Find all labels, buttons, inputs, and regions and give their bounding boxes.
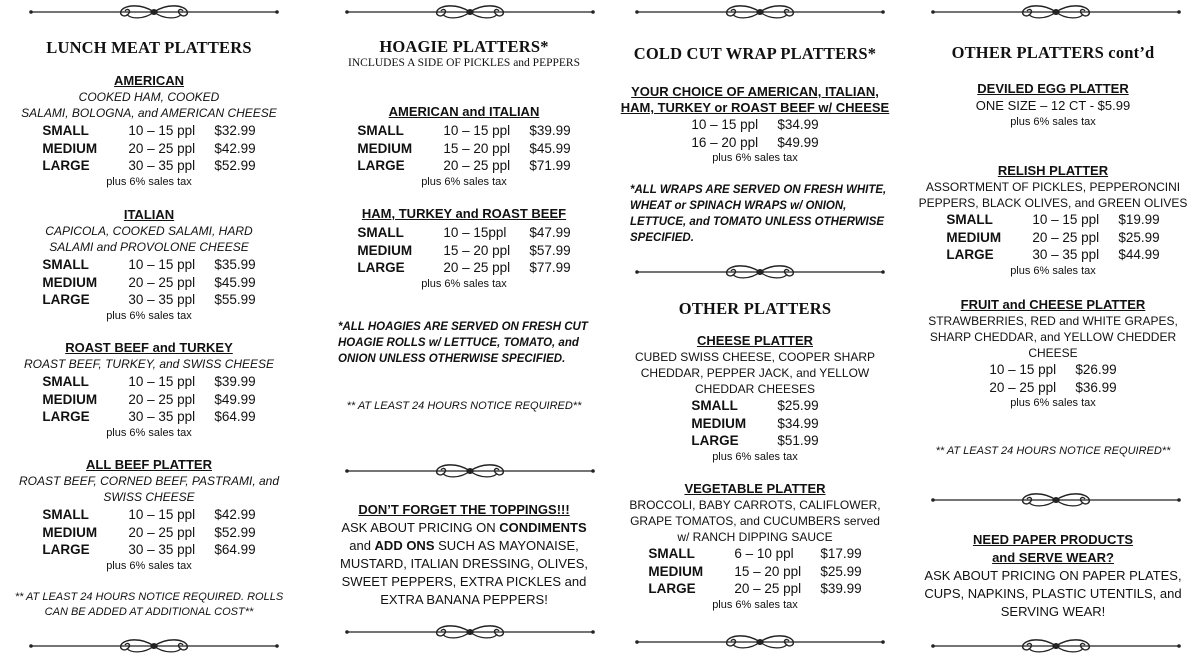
page-title: OTHER PLATTERS cont’d <box>951 43 1155 62</box>
section-relish <box>918 163 1188 279</box>
section-desc: PEPPERS, BLACK OLIVES, and GREEN OLIVES <box>918 196 1188 210</box>
price-row <box>42 256 255 274</box>
price-row <box>42 373 255 391</box>
section-desc: GRAPE TOMATOS, and CUCUMBERS served <box>630 514 880 528</box>
toppings-text: MUSTARD, ITALIAN DRESSING, OLIVES, <box>339 556 588 571</box>
size-label: LARGE <box>42 292 90 307</box>
toppings-emphasis: CONDIMENTS <box>499 520 587 535</box>
price: $44.99 <box>1118 247 1160 262</box>
tax-note: plus 6% sales tax <box>106 559 192 572</box>
price: $34.99 <box>777 415 819 431</box>
people-count: 10 – 15ppl <box>443 225 507 240</box>
section-title: VEGETABLE PLATTER <box>684 481 826 496</box>
price: $64.99 <box>214 542 256 557</box>
toppings-text: SWEET PEPPERS, EXTRA PICKLES and <box>341 574 587 589</box>
scroll-divider-icon <box>345 463 595 479</box>
price: $39.99 <box>214 374 256 389</box>
section-title: HAM, TURKEY and ROAST BEEF <box>361 206 567 221</box>
price-table <box>42 506 255 559</box>
section-ham-turkey-roast-beef <box>328 206 600 292</box>
price-table <box>357 122 570 175</box>
size-label: MEDIUM <box>42 524 98 540</box>
section-american-italian <box>328 104 600 190</box>
note-line: *ALL WRAPS ARE SERVED ON FRESH WHITE, <box>630 184 887 196</box>
size-label: LARGE <box>42 542 90 557</box>
size-label: MEDIUM <box>42 274 98 290</box>
price: $49.99 <box>214 391 256 407</box>
size-label: MEDIUM <box>42 140 98 156</box>
section-title: AMERICAN <box>113 73 185 88</box>
price-row <box>648 580 861 598</box>
toppings-text: and <box>349 538 375 553</box>
price: $25.99 <box>1118 229 1160 245</box>
price-row <box>946 246 1159 264</box>
people-count: 30 – 35 ppl <box>128 292 196 307</box>
section-desc: BROCCOLI, BABY CARROTS, CALIFLOWER, <box>629 498 881 512</box>
scroll-divider-icon <box>931 492 1181 508</box>
price-table <box>648 545 861 598</box>
section-american <box>14 73 284 190</box>
section-desc: ROAST BEEF, CORNED BEEF, PASTRAMI, and <box>18 474 280 488</box>
tax-note: plus 6% sales tax <box>106 309 192 322</box>
price: $42.99 <box>214 140 256 156</box>
paper-title: and SERVE WEAR? <box>992 550 1114 565</box>
price: $55.99 <box>214 292 256 307</box>
price-row <box>42 391 255 409</box>
size-label: SMALL <box>42 257 89 272</box>
people-count: 10 – 15 ppl <box>128 374 196 389</box>
price-row <box>357 242 570 260</box>
notice-note <box>14 590 284 620</box>
people-count: 6 – 10 ppl <box>734 546 794 561</box>
price-table <box>946 211 1159 264</box>
people-count: 10 – 15 ppl <box>691 117 759 132</box>
size-label: LARGE <box>946 247 994 262</box>
size-label: LARGE <box>357 260 405 275</box>
people-count: 10 – 15 ppl <box>989 362 1057 377</box>
section-desc: COOKED HAM, COOKED <box>78 90 220 104</box>
price: $45.99 <box>529 140 571 156</box>
tax-note: plus 6% sales tax <box>421 277 507 290</box>
toppings-text: EXTRA BANANA PEPPERS! <box>380 592 548 607</box>
paper-text: SERVING WEAR! <box>1000 604 1106 619</box>
price-row <box>357 157 570 175</box>
section-line: ONE SIZE – 12 CT - $5.99 <box>975 98 1131 113</box>
note-line: LETTUCE, and TOMATO UNLESS OTHERWISE <box>630 216 885 228</box>
price: $45.99 <box>214 274 256 290</box>
note-line: WHEAT or SPINACH WRAPS w/ ONION, <box>630 200 847 212</box>
section-desc: CHEDDAR CHEESES <box>694 382 816 396</box>
price: $19.99 <box>1118 212 1160 227</box>
section-deviled-egg <box>918 81 1188 130</box>
section-roast-beef-turkey <box>14 340 284 441</box>
notice-note: ** AT LEAST 24 HOURS NOTICE REQUIRED** <box>346 400 582 412</box>
note-line: HOAGIE ROLLS w/ LETTUCE, TOMATO, and <box>338 337 579 349</box>
price-row <box>691 116 818 134</box>
section-title: DEVILED EGG PLATTER <box>977 81 1129 96</box>
people-count: 15 – 20 ppl <box>734 563 802 579</box>
price-table <box>357 224 570 277</box>
section-desc: ROAST BEEF, TURKEY, and SWISS CHEESE <box>23 357 275 371</box>
price-row <box>357 140 570 158</box>
price-table <box>691 116 818 151</box>
notice-note: ** AT LEAST 24 HOURS NOTICE REQUIRED** <box>935 445 1171 457</box>
note-line: *ALL HOAGIES ARE SERVED ON FRESH CUT <box>338 321 588 333</box>
tax-note: plus 6% sales tax <box>1010 397 1096 409</box>
size-label: SMALL <box>357 123 404 138</box>
section-desc: CHEDDAR, PEPPER JACK, and YELLOW <box>640 366 870 380</box>
toppings-title: DON’T FORGET THE TOPPINGS!!! <box>358 502 570 517</box>
section-italian <box>14 207 284 324</box>
toppings-block <box>328 501 600 609</box>
price: $26.99 <box>1075 362 1117 377</box>
section-fruit-cheese <box>918 297 1188 411</box>
tax-note: plus 6% sales tax <box>712 450 798 463</box>
price-row <box>357 259 570 277</box>
people-count: 20 – 25 ppl <box>989 379 1057 395</box>
tax-note: plus 6% sales tax <box>421 175 507 188</box>
page-title: HOAGIE PLATTERS* <box>379 37 549 56</box>
people-count: 20 – 25 ppl <box>443 158 511 173</box>
column-lunch-meat <box>14 0 284 667</box>
section-title: AMERICAN and ITALIAN <box>388 104 540 119</box>
toppings-text: ASK ABOUT PRICING ON <box>341 520 500 535</box>
people-count: 10 – 15 ppl <box>128 257 196 272</box>
people-count: 30 – 35 ppl <box>128 542 196 557</box>
size-label: LARGE <box>42 158 90 173</box>
price-row <box>42 541 255 559</box>
section-desc: SALAMI, BOLOGNA, and AMERICAN CHEESE <box>21 106 277 120</box>
section-title: ROAST BEEF and TURKEY <box>65 340 233 355</box>
price-row <box>946 211 1159 229</box>
price: $17.99 <box>820 546 862 561</box>
price-table <box>691 397 818 450</box>
page-title: COLD CUT WRAP PLATTERS* <box>633 44 877 63</box>
people-count: 10 – 15 ppl <box>443 123 511 138</box>
price: $36.99 <box>1075 379 1117 395</box>
people-count: 10 – 15 ppl <box>1032 212 1100 227</box>
price-row <box>357 122 570 140</box>
price: $77.99 <box>529 260 571 275</box>
price-row <box>42 122 255 140</box>
people-count: 15 – 20 ppl <box>443 140 511 156</box>
toppings-emphasis: ADD ONS <box>374 538 435 553</box>
tax-note: plus 6% sales tax <box>1010 264 1096 277</box>
price-row <box>42 157 255 175</box>
size-label: SMALL <box>42 374 89 389</box>
tax-note: plus 6% sales tax <box>712 152 798 164</box>
wrap-section <box>620 84 890 166</box>
price: $52.99 <box>214 524 256 540</box>
price-row <box>357 224 570 242</box>
notice-line: ** AT LEAST 24 HOURS NOTICE REQUIRED. ROLLS <box>14 591 284 603</box>
paper-text: ASK ABOUT PRICING ON PAPER PLATES, <box>924 568 1182 583</box>
note-line: ONION UNLESS OTHERWISE SPECIFIED. <box>338 353 566 365</box>
column-hoagie <box>328 0 600 667</box>
size-label: LARGE <box>42 409 90 424</box>
people-count: 20 – 25 ppl <box>128 524 196 540</box>
price: $52.99 <box>214 158 256 173</box>
section-desc: ASSORTMENT OF PICKLES, PEPPERONCINI <box>925 180 1181 194</box>
wrap-note <box>630 182 890 246</box>
price-table <box>42 256 255 309</box>
people-count: 20 – 25 ppl <box>128 140 196 156</box>
section-desc: SALAMI and PROVOLONE CHEESE <box>49 240 249 254</box>
price-row <box>648 545 861 563</box>
price: $25.99 <box>820 563 862 579</box>
column-other-platters <box>918 0 1188 667</box>
size-label: MEDIUM <box>357 242 413 258</box>
size-label: SMALL <box>42 507 89 522</box>
scroll-divider-icon <box>345 624 595 640</box>
section-vegetable <box>620 481 890 613</box>
scroll-divider-icon <box>635 264 885 280</box>
price-row <box>989 379 1116 397</box>
section-desc: CHEESE <box>1028 346 1078 360</box>
section-desc: CUBED SWISS CHEESE, COOPER SHARP <box>634 350 876 364</box>
note-line: SPECIFIED. <box>630 232 694 244</box>
people-count: 30 – 35 ppl <box>128 158 196 173</box>
size-label: MEDIUM <box>648 563 704 579</box>
section-title: RELISH PLATTER <box>997 163 1109 178</box>
size-label: SMALL <box>946 212 993 227</box>
size-label: LARGE <box>648 581 696 596</box>
price: $47.99 <box>529 225 571 240</box>
tax-note: plus 6% sales tax <box>1010 116 1096 128</box>
price: $49.99 <box>777 134 819 150</box>
section-title: YOUR CHOICE OF AMERICAN, ITALIAN, <box>631 84 879 99</box>
tax-note: plus 6% sales tax <box>106 426 192 439</box>
section-title: ALL BEEF PLATTER <box>86 457 212 472</box>
people-count: 15 – 20 ppl <box>443 242 511 258</box>
section-desc: SWISS CHEESE <box>103 490 195 504</box>
size-label: SMALL <box>648 546 695 561</box>
people-count: 20 – 25 ppl <box>128 391 196 407</box>
price: $51.99 <box>777 433 819 448</box>
section-desc: SHARP CHEDDAR, and YELLOW CHEDDER <box>929 330 1177 344</box>
scroll-divider-icon <box>931 4 1181 20</box>
section-desc: CAPICOLA, COOKED SALAMI, HARD <box>45 224 253 238</box>
other-platters-title: OTHER PLATTERS <box>678 299 832 318</box>
size-label: SMALL <box>42 123 89 138</box>
price: $39.99 <box>820 581 862 596</box>
price-row <box>42 524 255 542</box>
price-row <box>42 140 255 158</box>
price: $25.99 <box>777 398 819 413</box>
price: $35.99 <box>214 257 256 272</box>
section-title: FRUIT and CHEESE PLATTER <box>960 297 1146 312</box>
price: $34.99 <box>777 117 819 132</box>
people-count: 10 – 15 ppl <box>128 123 196 138</box>
size-label: SMALL <box>357 225 404 240</box>
people-count: 20 – 25 ppl <box>734 581 802 596</box>
size-label: MEDIUM <box>42 391 98 407</box>
price-row <box>42 291 255 309</box>
paper-text: CUPS, NAPKINS, PLASTIC UTENTILS, and <box>924 586 1182 601</box>
page-subtitle: INCLUDES A SIDE OF PICKLES and PEPPERS <box>348 57 580 69</box>
tax-note: plus 6% sales tax <box>712 598 798 611</box>
price-row <box>691 432 818 450</box>
section-all-beef <box>14 457 284 574</box>
paper-title: NEED PAPER PRODUCTS <box>972 532 1134 547</box>
hoagie-note <box>338 319 600 367</box>
size-label: MEDIUM <box>691 415 747 431</box>
size-label: LARGE <box>357 158 405 173</box>
price-row <box>648 563 861 581</box>
scroll-divider-icon <box>931 638 1181 654</box>
notice-line: CAN BE ADDED AT ADDITIONAL COST** <box>44 606 254 618</box>
tax-note: plus 6% sales tax <box>106 175 192 188</box>
price-table <box>989 361 1116 396</box>
price: $42.99 <box>214 507 256 522</box>
scroll-divider-icon <box>29 638 279 654</box>
people-count: 30 – 35 ppl <box>128 409 196 424</box>
section-title: CHEESE PLATTER <box>696 333 814 348</box>
people-count: 20 – 25 ppl <box>128 274 196 290</box>
page-title: LUNCH MEAT PLATTERS <box>46 38 252 57</box>
size-label: LARGE <box>691 433 739 448</box>
section-desc: STRAWBERRIES, RED and WHITE GRAPES, <box>928 314 1178 328</box>
price-row <box>691 415 818 433</box>
scroll-divider-icon <box>635 634 885 650</box>
people-count: 30 – 35 ppl <box>1032 247 1100 262</box>
price-table <box>42 122 255 175</box>
size-label: MEDIUM <box>946 229 1002 245</box>
price: $57.99 <box>529 242 571 258</box>
scroll-divider-icon <box>29 4 279 20</box>
section-title: ITALIAN <box>123 207 175 222</box>
price: $71.99 <box>529 158 571 173</box>
size-label: MEDIUM <box>357 140 413 156</box>
people-count: 20 – 25 ppl <box>443 260 511 275</box>
toppings-text: SUCH AS MAYONAISE, <box>434 538 579 553</box>
price-row <box>691 134 818 152</box>
price-row <box>691 397 818 415</box>
scroll-divider-icon <box>345 4 595 20</box>
section-title: HAM, TURKEY or ROAST BEEF w/ CHEESE <box>620 100 890 115</box>
price: $32.99 <box>214 123 256 138</box>
price-row <box>42 408 255 426</box>
section-cheese <box>620 333 890 465</box>
size-label: SMALL <box>691 398 738 413</box>
price: $39.99 <box>529 123 571 138</box>
people-count: 10 – 15 ppl <box>128 507 196 522</box>
price-row <box>42 506 255 524</box>
column-wraps <box>620 0 890 667</box>
price-row <box>946 229 1159 247</box>
price-row <box>42 274 255 292</box>
price-table <box>42 373 255 426</box>
scroll-divider-icon <box>635 4 885 20</box>
section-desc: w/ RANCH DIPPING SAUCE <box>677 530 833 544</box>
paper-products-block <box>918 531 1188 621</box>
price: $64.99 <box>214 409 256 424</box>
people-count: 20 – 25 ppl <box>1032 229 1100 245</box>
price-row <box>989 361 1116 379</box>
people-count: 16 – 20 ppl <box>691 134 759 150</box>
